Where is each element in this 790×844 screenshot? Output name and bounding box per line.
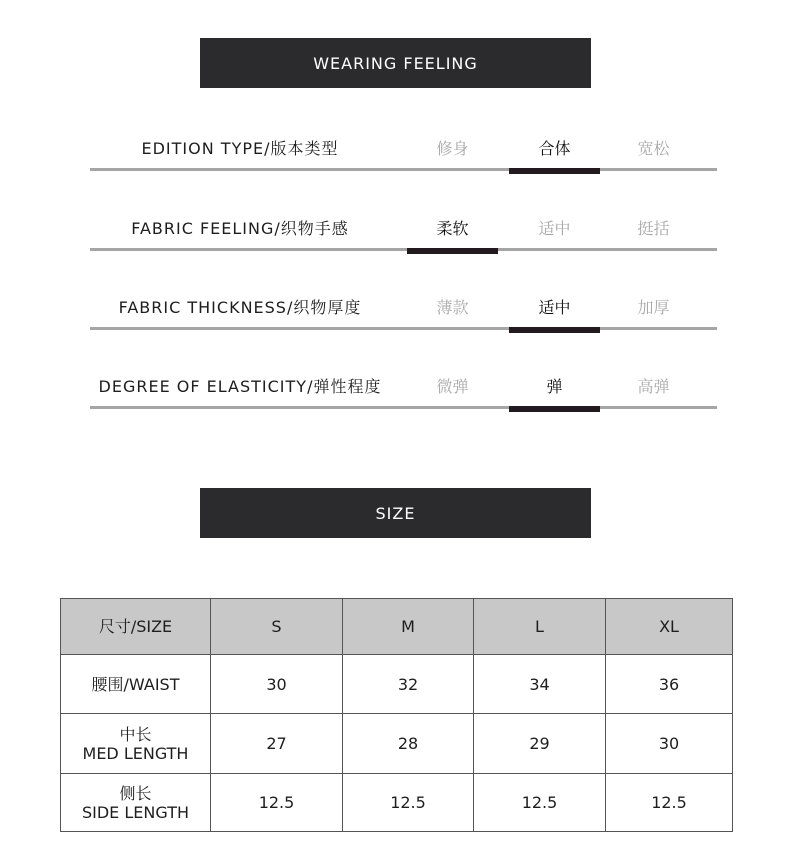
table-cell: 30 [211,655,343,714]
feel-selected-marker [509,168,600,174]
table-row [61,714,733,774]
feel-option-0-selected: 柔软 [436,219,469,238]
header-cell-l: L [474,599,606,655]
feel-row-fabric-thickness [90,280,717,330]
feel-row-elasticity [90,359,717,409]
feel-row-label: FABRIC FEELING/织物手感 [131,219,349,238]
table-cell: 12.5 [211,774,343,832]
row-label-line: 侧长 [119,783,152,803]
feel-option-0: 微弹 [436,377,469,396]
table-cell: 28 [343,714,474,774]
wearing-feeling-title: WEARING FEELING [313,53,478,73]
table-row [61,774,733,832]
feel-option-2: 加厚 [637,298,670,317]
feel-selected-marker [509,406,600,412]
row-label-line: 中长 [119,724,152,744]
feel-option-1-selected: 合体 [538,139,571,158]
size-banner [200,488,591,538]
feel-option-2: 宽松 [637,139,670,158]
size-table [60,598,733,832]
feel-row-label: FABRIC THICKNESS/织物厚度 [118,298,362,317]
feel-option-1-selected: 适中 [538,298,571,317]
table-cell: 36 [606,655,733,714]
header-cell-s: S [211,599,343,655]
size-table-header-row [61,599,733,655]
feel-selected-marker [407,248,498,254]
feel-row-edition-type [90,121,717,171]
feel-row-label: DEGREE OF ELASTICITY/弹性程度 [98,377,382,396]
header-cell-size: 尺寸/SIZE [61,599,211,655]
feel-scale-line [90,327,717,330]
feel-scale-line [90,406,717,409]
row-label-line: MED LENGTH [82,743,189,763]
feel-scale-line [90,168,717,171]
table-cell: 12.5 [343,774,474,832]
row-label-side-length [61,774,211,832]
table-cell: 34 [474,655,606,714]
wearing-feeling-banner [200,38,591,88]
size-title: SIZE [375,503,416,523]
table-cell: 29 [474,714,606,774]
table-cell: 12.5 [474,774,606,832]
feel-option-1: 适中 [538,219,571,238]
feel-option-2: 挺括 [637,219,670,238]
feel-row-fabric-feeling [90,201,717,251]
feel-option-2: 高弹 [637,377,670,396]
row-label-line: 腰围/WAIST [91,674,180,694]
feel-scale-line [90,248,717,251]
feel-option-0: 修身 [436,139,469,158]
feel-option-1-selected: 弹 [546,377,563,396]
table-cell: 30 [606,714,733,774]
header-cell-m: M [343,599,474,655]
feel-selected-marker [509,327,600,333]
table-cell: 32 [343,655,474,714]
row-label-waist [61,655,211,714]
table-row [61,655,733,714]
row-label-med-length [61,714,211,774]
feel-option-0: 薄款 [436,298,469,317]
header-cell-xl: XL [606,599,733,655]
row-label-line: SIDE LENGTH [81,802,189,822]
table-cell: 12.5 [606,774,733,832]
feel-row-label: EDITION TYPE/版本类型 [141,139,339,158]
table-cell: 27 [211,714,343,774]
